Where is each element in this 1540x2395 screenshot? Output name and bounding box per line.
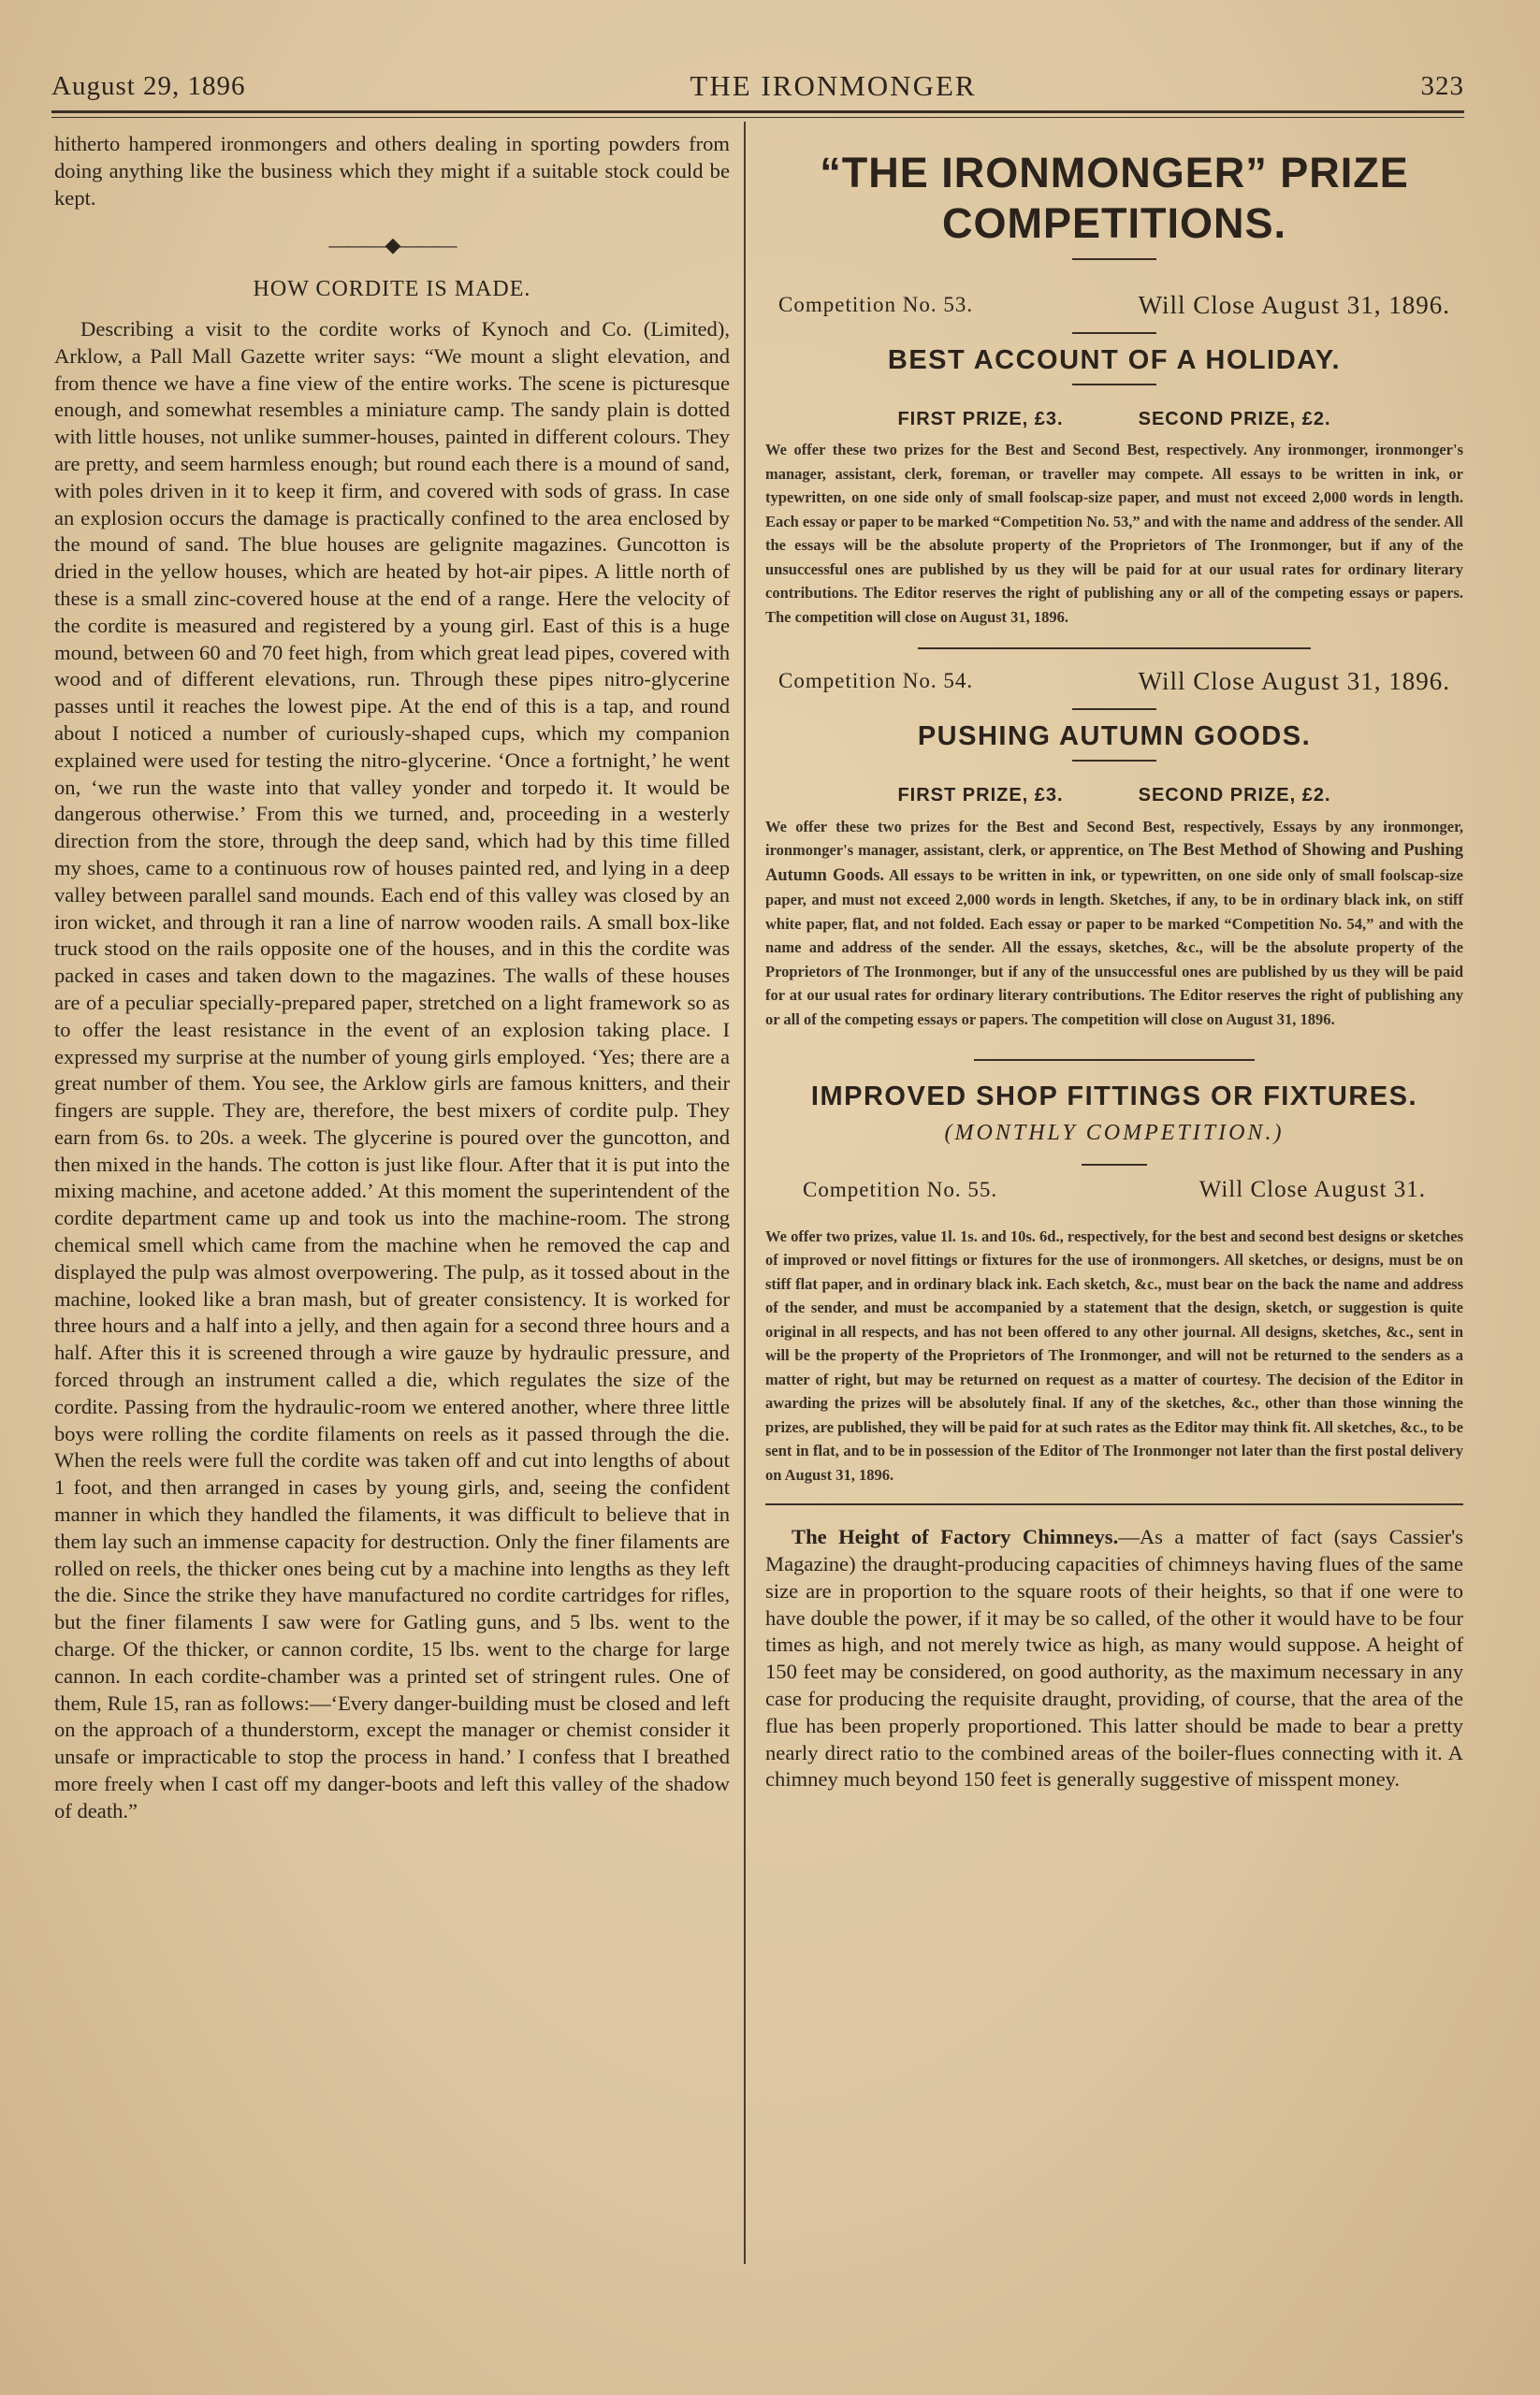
section-rule [918, 647, 1311, 649]
competition-54-title: PUSHING AUTUMN GOODS. [917, 721, 1312, 752]
body-text: All essays to be written in ink, or typewritten, on one side only of small foolscap-size paper, and must not exceed 2,000 words in length. Sketches, if any, to be in ordinary black ink, on stiff white paper, flat, and not folded. Each essay or paper to be marked “Competition No. 54,” and with the name and address of the sender. All the essays, sketches, &c., will be the absolute property of the Proprietors of The Ironmonger, but if any of the unsuccessful ones are published by us they will be paid for at our usual rates for ordinary literary contributions. The Editor reserves the right of publishing any or all of the competing essays or papers. The competition will close on August 31, 1896. [765, 865, 1463, 1028]
body-text: We offer these two prizes for the Best and Second Best, respectively, Essays by any ironmonger, ironmonger's manager, assistant, clerk, or apprentice, on [765, 817, 1463, 860]
competition-53-title: BEST ACCOUNT OF A HOLIDAY. [887, 344, 1342, 375]
chimneys-heading: The Height of Factory Chimneys. [792, 1525, 1119, 1549]
ornament-divider: ———◆——— [328, 233, 456, 257]
intro-paragraph: hitherto hampered ironmongers and others dealing in sporting powders from doing anything like the business which they might if a suitable stock could be kept. [54, 132, 730, 210]
short-rule [1072, 332, 1156, 334]
chimneys-body: —As a matter of fact (says Cassier's Magazine) the draught-producing capacities of chimneys having flues of the same size are in proportion to the square roots of their heights, so that if one were to have double the power, if it may be so called, of the other it would have to be four times as high, and not merely twice as high, as many would suppose. A height of 150 feet may be considered, on good authority, as the maximum necessary in any case for producing the requisite draught, providing, of course, that the area of the flue has been properly proportioned. This latter should be made to bear a pretty nearly direct ratio to the combined areas of the boiler-flues connecting with it. A chimney much beyond 150 feet is generally suggestive of misspent money. [765, 1525, 1463, 1792]
left-column [54, 131, 730, 1825]
second-prize: SECOND PRIZE, £2. [1138, 408, 1331, 429]
short-rule [1082, 1164, 1147, 1166]
competition-53-line [778, 292, 1450, 319]
prize-competitions-title [765, 148, 1463, 249]
competition-55-body: We offer two prizes, value 1l. 1s. and 10s. 6d., respectively, for the best and second best designs or sketches of improved or novel fittings or fixtures for the use of ironmongers. All sketches, or designs, must be on stiff flat paper, and in ordinary black ink. Each sketch, &c., must bear on the back the name and address of the sender, and must be accompanied by a statement that the design, sketch, or suggestion is quite original in all respects, and has not been offered to any other journal. All designs, sketches, &c., sent in will be the property of the Proprietors of The Ironmonger, and will not be returned to the senders as a matter of right, but may be returned on request as a matter of courtesy. The decision of the Editor in awarding the prizes will be absolutely final. If any of the sketches, &c., other than those winning the prizes, are published, they will be paid for at such rates as the Editor may think fit. All sketches, &c., to be sent in flat, and to be in possession of the Editor of The Ironmonger not later than the first postal delivery on August 31, 1896. [765, 1227, 1463, 1484]
essay-topic: The Best Method of Showing and Pushing Autumn Goods. [765, 841, 1463, 885]
section-rule [974, 1059, 1255, 1061]
first-prize: FIRST PRIZE, £3. [897, 408, 1064, 429]
header-date: August 29, 1896 [51, 70, 246, 101]
header-rule [51, 110, 1464, 113]
competition-54-body [765, 815, 1463, 1032]
competition-close: Will Close August 31, 1896. [1138, 667, 1450, 696]
competition-55-title: IMPROVED SHOP FITTINGS OR FIXTURES. [810, 1081, 1418, 1112]
competition-54-prizes [765, 782, 1463, 809]
competition-54-line [778, 668, 1450, 695]
short-rule [1072, 760, 1156, 762]
short-rule [1072, 384, 1156, 385]
right-column [765, 131, 1463, 1793]
cordite-article: Describing a visit to the cordite works of Kynoch and Co. (Limited), Arklow, a Pall Mall Gazette writer says: “We mount a slight elevation, and from thence we have a fine view of the entire works. The scene is picturesque enough, and somewhat resembles a miniature camp. The sandy plain is dotted with little houses, not unlike summer-houses, painted in different colours. They are pretty, and seem harmless enough; but round each there is a mound of sand, with poles driven in it to keep it firm, and covered with sods of grass. In case an explosion occurs the damage is practically confined to the area enclosed by the mound of sand. The blue houses are gelignite magazines. Guncotton is dried in the yellow houses, which are heated by hot-air pipes. A little north of these is a small zinc-covered house at the end of a range. Here the velocity of the cordite is measured and registered by a young girl. East of this is a huge mound, between 60 and 70 feet high, from which great lead pipes, covered with wood and of different elevations, run. Through these pipes nitro-glycerine passes until it reaches the lowest pipe. At the end of this is a tap, and round about I noticed a number of curiously-shaped cups, which my companion explained were used for testing the nitro-glycerine. ‘Once a fortnight,’ he went on, ‘we run the waste into that valley yonder and torpedo it. It would be dangerous otherwise.’ From this we turned, and, proceeding in a westerly direction from the store, through the deep sand, which had by this time filled my shoes, came to a continuous row of houses painted red, and lying in a deep valley between parallel sand mounds. Each end of this valley was closed by an iron wicket, and through it ran a line of narrow wooden rails. A small box-like truck stood on the rails opposite one of the houses, and in this the cordite was packed in cases and taken down to the magazines. The walls of these houses are of a peculiar specially-prepared paper, stretched on a light framework so as to offer the least resistance in the event of an explosion taking place. I expressed my surprise at the number of young girls employed. ‘Yes; there are a great number of them. You see, the Arklow girls are famous knitters, and their fingers are supple. They are, therefore, the best mixers of cordite pulp. They earn from 6s. to 20s. a week. The glycerine is poured over the guncotton, and then mixed in the hands. The cotton is just like flour. After that it is put into the mixing machine, and acetone added.’ At this moment the superintendent of the cordite department came up and took us into the machine-room. The strong chemical smell which came from the machine when he removed the cap and displayed the pulp was almost overpowering. The pulp, as it tossed about in the machine, looked like a bran mash, but of greater consistency. It is worked for three hours and a half into a jelly, and then again for a second three hours and a half. After this it is screened through a wire gauze by hydraulic pressure, and forced through an instrument called a die, which regulates the size of the cordite. Passing from the hydraulic-room we entered another, where three little boys were rolling the cordite filaments on reels as it passed through the die. When the reels were full the cordite was taken off and cut into lengths of about 1 foot, and then arranged in cases by young girls, and, seeing the confident manner in which they handled the filaments, it was difficult to believe that in them lay such an immense capacity for destruction. Only the finer filaments are rolled on reels, the thicker ones being cut by a machine into lengths as they left the die. Since the strike they have manufactured no cordite cartridges for rifles, but the finer filaments I saw were for Gatling guns, and 5 lbs. went to the charge. Of the thicker, or cannon cordite, 15 lbs. went to the charge for large cannon. In each cordite-chamber was a printed set of stringent rules. One of them, Rule 15, ran as follows:—‘Every danger-building must be closed and left on the approach of a thunderstorm, except the manager or chemist consider it unsafe or impracticable to stop the process in hand.’ I confess that I breathed more freely when I cast off my danger-boots and left this valley of the shadow of death.” [54, 316, 730, 1822]
running-header [51, 67, 1464, 105]
competition-number: Competition No. 53. [778, 293, 974, 316]
header-rule-thin [51, 117, 1464, 118]
section-rule [765, 1503, 1463, 1505]
column-divider [744, 122, 746, 2264]
second-prize: SECOND PRIZE, £2. [1138, 784, 1331, 806]
competition-close: Will Close August 31, 1896. [1138, 291, 1450, 319]
competition-55-subtitle: (MONTHLY COMPETITION.) [944, 1121, 1285, 1146]
competition-53-prizes [765, 406, 1463, 433]
title-line-2: COMPETITIONS. [941, 199, 1286, 247]
competition-55-line [803, 1177, 1426, 1204]
competition-close: Will Close August 31. [1199, 1176, 1426, 1202]
competition-number: Competition No. 55. [803, 1177, 998, 1201]
competition-53-body: We offer these two prizes for the Best and Second Best, respectively. Any ironmonger, ironmonger's manager, assistant, clerk, foreman, or traveller may compete. All essays to be written in ink, or typewritten, on one side only of small foolscap-size paper, and must not exceed 2,000 words in length. Each essay or paper to be marked “Competition No. 53,” and with the name and address of the sender. All the essays will be the absolute property of the Proprietors of The Ironmonger, but if any of the unsuccessful ones are published by us they will be paid for at our usual rates for ordinary literary contributions. The Editor reserves the right of publishing any or all of the competing essays or papers. The competition will close on August 31, 1896. [765, 441, 1463, 626]
chimneys-article [765, 1524, 1463, 1793]
ornament-rule [1072, 258, 1156, 260]
page-number: 323 [1420, 70, 1464, 101]
cordite-heading: HOW CORDITE IS MADE. [253, 277, 531, 302]
title-line-1: “THE IRONMONGER” PRIZE [820, 149, 1409, 196]
header-title: THE IRONMONGER [690, 69, 977, 102]
first-prize: FIRST PRIZE, £3. [897, 784, 1064, 806]
competition-number: Competition No. 54. [778, 669, 974, 693]
short-rule [1072, 708, 1156, 710]
